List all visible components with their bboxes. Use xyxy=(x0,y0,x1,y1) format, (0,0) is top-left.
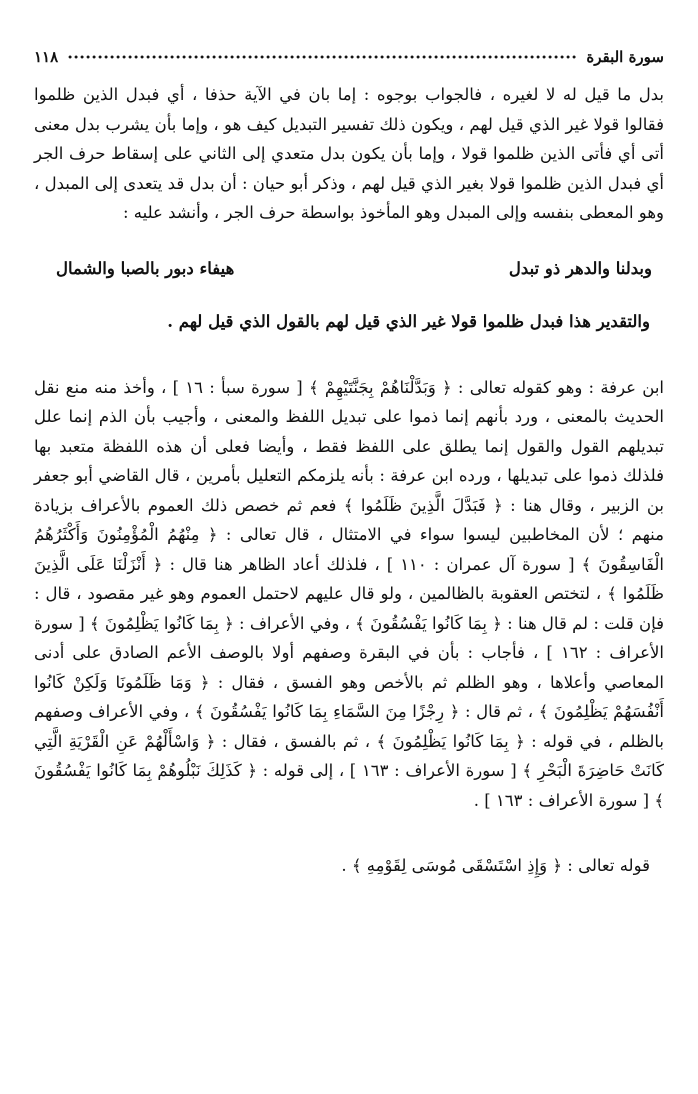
poetry-verse xyxy=(34,254,664,284)
paragraph-intro: بدل ما قيل له لا لغيره ، فالجواب بوجوه : إما بان في الآية حذفا ، أي فبدل الذين ظلموا فقالوا قولا غير الذي قيل لهم ، ويكون ذلك تفسير التبديل كيف هو ، وإما بأن يشرب بدل معنى أتى أي فأتى الذين ظلموا قولا ، وإما بأن يكون بدل متعدي إلى الثاني على إسقاط حرف الجر أي فبدل الذين ظلموا قولا بغير الذي قيل لهم ، وذكر أبو حيان : أن بدل قد يتعدى إلى المبدل ، وهو المعطى بنفسه وإلى المبدل وهو المأخوذ بواسطة حرف الجر ، وأنشد عليه : xyxy=(34,85,664,222)
paragraph-verse-heading: قوله تعالى : ﴿ وَإِذِ اسْتَسْقَى مُوسَى لِقَوْمِهِ ﴾ . xyxy=(341,856,650,875)
surah-title: سورة البقرة xyxy=(586,48,664,66)
verse-second-hemistich: هيفاء دبور بالصبا والشمال xyxy=(56,258,235,278)
page-header xyxy=(34,42,664,72)
verse-first-hemistich: وبدلنا والدهر ذو تبدل xyxy=(508,258,652,278)
dotted-leader xyxy=(66,55,578,59)
page-number: ١١٨ xyxy=(34,48,59,66)
paragraph-ibn-arafa: ابن عرفة : وهو كقوله تعالى : ﴿ وَبَدَّلْنَاهُمْ بِجَنَّتَيْهِمْ ﴾ [ سورة سبأ : ١٦ ] ، وأخذ منه منع نقل الحديث بالمعنى ، ورد بأنهم إنما ذموا على تبديل اللفظ والمعنى ، وأجيب بأن الذم إنما علل تبديلهم القول والقول إنما يطلق على اللفظ فقط ، وأيضا فعلى أن هذه اللفظة متعبد بها فلذلك ذموا على تبديلها ، ورده ابن عرفة : بأنه يلزمكم التعليل بأمرين ، قال القاضي أبو جعفر بن الزبير ، وقال هنا : ﴿ فَبَدَّلَ الَّذِينَ ظَلَمُوا ﴾ فعم ثم خصص ذلك العموم بالأعراف بزيادة منهم ؛ لأن المخاطبين ليسوا سواء في الامتثال ، قال تعالى : ﴿ مِنْهُمُ الْمُؤْمِنُونَ وَأَكْثَرُهُمُ الْفَاسِقُونَ ﴾ [ سورة آل عمران : ١١٠ ] ، فلذلك أعاد الظاهر هنا قال : ﴿ أَنْزَلْنَا عَلَى الَّذِينَ ظَلَمُوا ﴾ ، لتختص العقوبة بالظالمين ، ولو قال عليهم لاحتمل العموم وهو غير مقصود ، قال : فإن قلت : لم قال هنا : ﴿ بِمَا كَانُوا يَفْسُقُونَ ﴾ ، وفي الأعراف : ﴿ بِمَا كَانُوا يَظْلِمُونَ ﴾ [ سورة الأعراف : ١٦٢ ] ، فأجاب : بأن في البقرة وصفهم أولا بالوصف الأعم الصادق على أدنى المعاصي وأعلاها ، وهو الظلم ثم بالأخص وهو الفسق ، فقال : ﴿ وَمَا ظَلَمُونَا وَلَكِنْ كَانُوا أَنْفُسَهُمْ يَظْلِمُونَ ﴾ ، ثم قال : ﴿ رِجْزًا مِنَ السَّمَاءِ بِمَا كَانُوا يَفْسُقُونَ ﴾ ، وفي الأعراف وصفهم بالظلم ، في قوله : ﴿ بِمَا كَانُوا يَظْلِمُونَ ﴾ ، ثم بالفسق ، فقال : ﴿ وَاسْأَلْهُمْ عَنِ الْقَرْيَةِ الَّتِي كَانَتْ حَاضِرَةَ الْبَحْرِ ﴾ [ سورة الأعراف : ١٦٣ ] ، إلى قوله : ﴿ كَذَلِكَ نَبْلُوهُمْ بِمَا كَانُوا يَفْسُقُونَ ﴾ [ سورة الأعراف : ١٦٣ ] . xyxy=(34,377,664,810)
page-body xyxy=(34,80,664,881)
paragraph-estimation: والتقدير هذا فبدل ظلموا قولا غير الذي قيل لهم بالقول الذي قيل لهم . xyxy=(167,312,650,331)
